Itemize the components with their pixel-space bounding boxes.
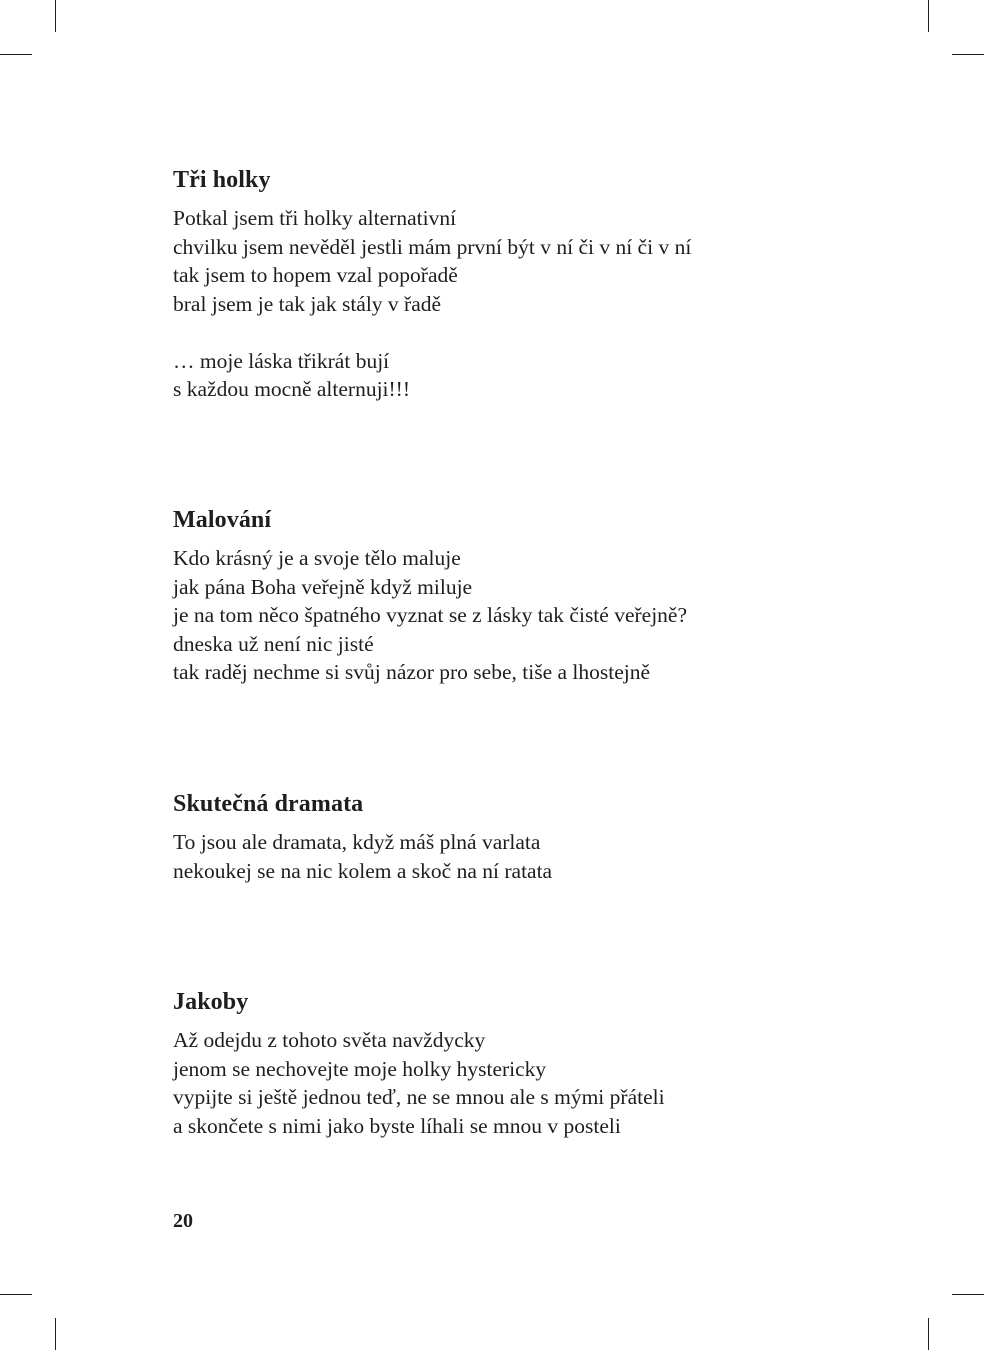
poem-line: … moje láska třikrát bují (173, 348, 390, 373)
poem-body (173, 1026, 665, 1140)
poem-line: jak pána Boha veřejně když miluje (173, 574, 473, 599)
poem-line: chvilku jsem nevěděl jestli mám první být v ní či v ní či v ní (173, 234, 692, 259)
poem-line: tak jsem to hopem vzal popořadě (173, 263, 458, 287)
poem-malovani (173, 506, 687, 687)
crop-mark-bottom-right-h (952, 1294, 984, 1295)
crop-mark-top-right-h (952, 54, 984, 55)
page-number: 20 (173, 1210, 193, 1232)
poem-line: Kdo krásný je a svoje tělo maluje (173, 546, 461, 570)
poem-line: Potkal jsem tři holky alternativní (173, 206, 457, 230)
poem-title: Skutečná dramata (173, 791, 364, 817)
poem-line: bral jsem je tak jak stály v řadě (173, 291, 442, 316)
poem-line: je na tom něco špatného vyznat se z lásky tak čisté veřejně? (173, 603, 688, 627)
poem-tri-holky (173, 166, 691, 404)
poem-line: dneska už není nic jisté (173, 631, 374, 656)
poem-jakoby (173, 988, 665, 1140)
stanza-break (173, 318, 691, 347)
poem-line: To jsou ale dramata, když máš plná varlata (173, 830, 541, 854)
crop-mark-bottom-right (928, 1318, 929, 1350)
poem-skutecna-dramata (173, 790, 552, 885)
poem-title: Malování (173, 507, 272, 533)
poem-line: s každou mocně alternuji!!! (173, 377, 411, 401)
poem-line: Až odejdu z tohoto světa navždycky (173, 1028, 486, 1052)
crop-mark-bottom-left (55, 1318, 56, 1350)
poem-line: vypijte si ještě jednou teď, ne se mnou ale s mými přáteli (173, 1085, 665, 1109)
crop-mark-top-left-h (0, 54, 32, 55)
poem-title: Jakoby (173, 989, 249, 1015)
poem-body (173, 544, 687, 687)
poem-body (173, 828, 552, 885)
crop-mark-bottom-left-h (0, 1294, 32, 1295)
poem-line: jenom se nechovejte moje holky hystericky (173, 1056, 547, 1081)
poem-line: nekoukej se na nic kolem a skoč na ní ratata (173, 858, 553, 883)
poem-line: a skončete s nimi jako byste líhali se mnou v posteli (173, 1113, 621, 1138)
poem-line: tak raděj nechme si svůj názor pro sebe, tiše a lhostejně (173, 660, 651, 684)
poem-body (173, 204, 691, 404)
poem-title: Tři holky (173, 167, 271, 193)
crop-mark-top-right (928, 0, 929, 32)
crop-mark-top-left (55, 0, 56, 32)
